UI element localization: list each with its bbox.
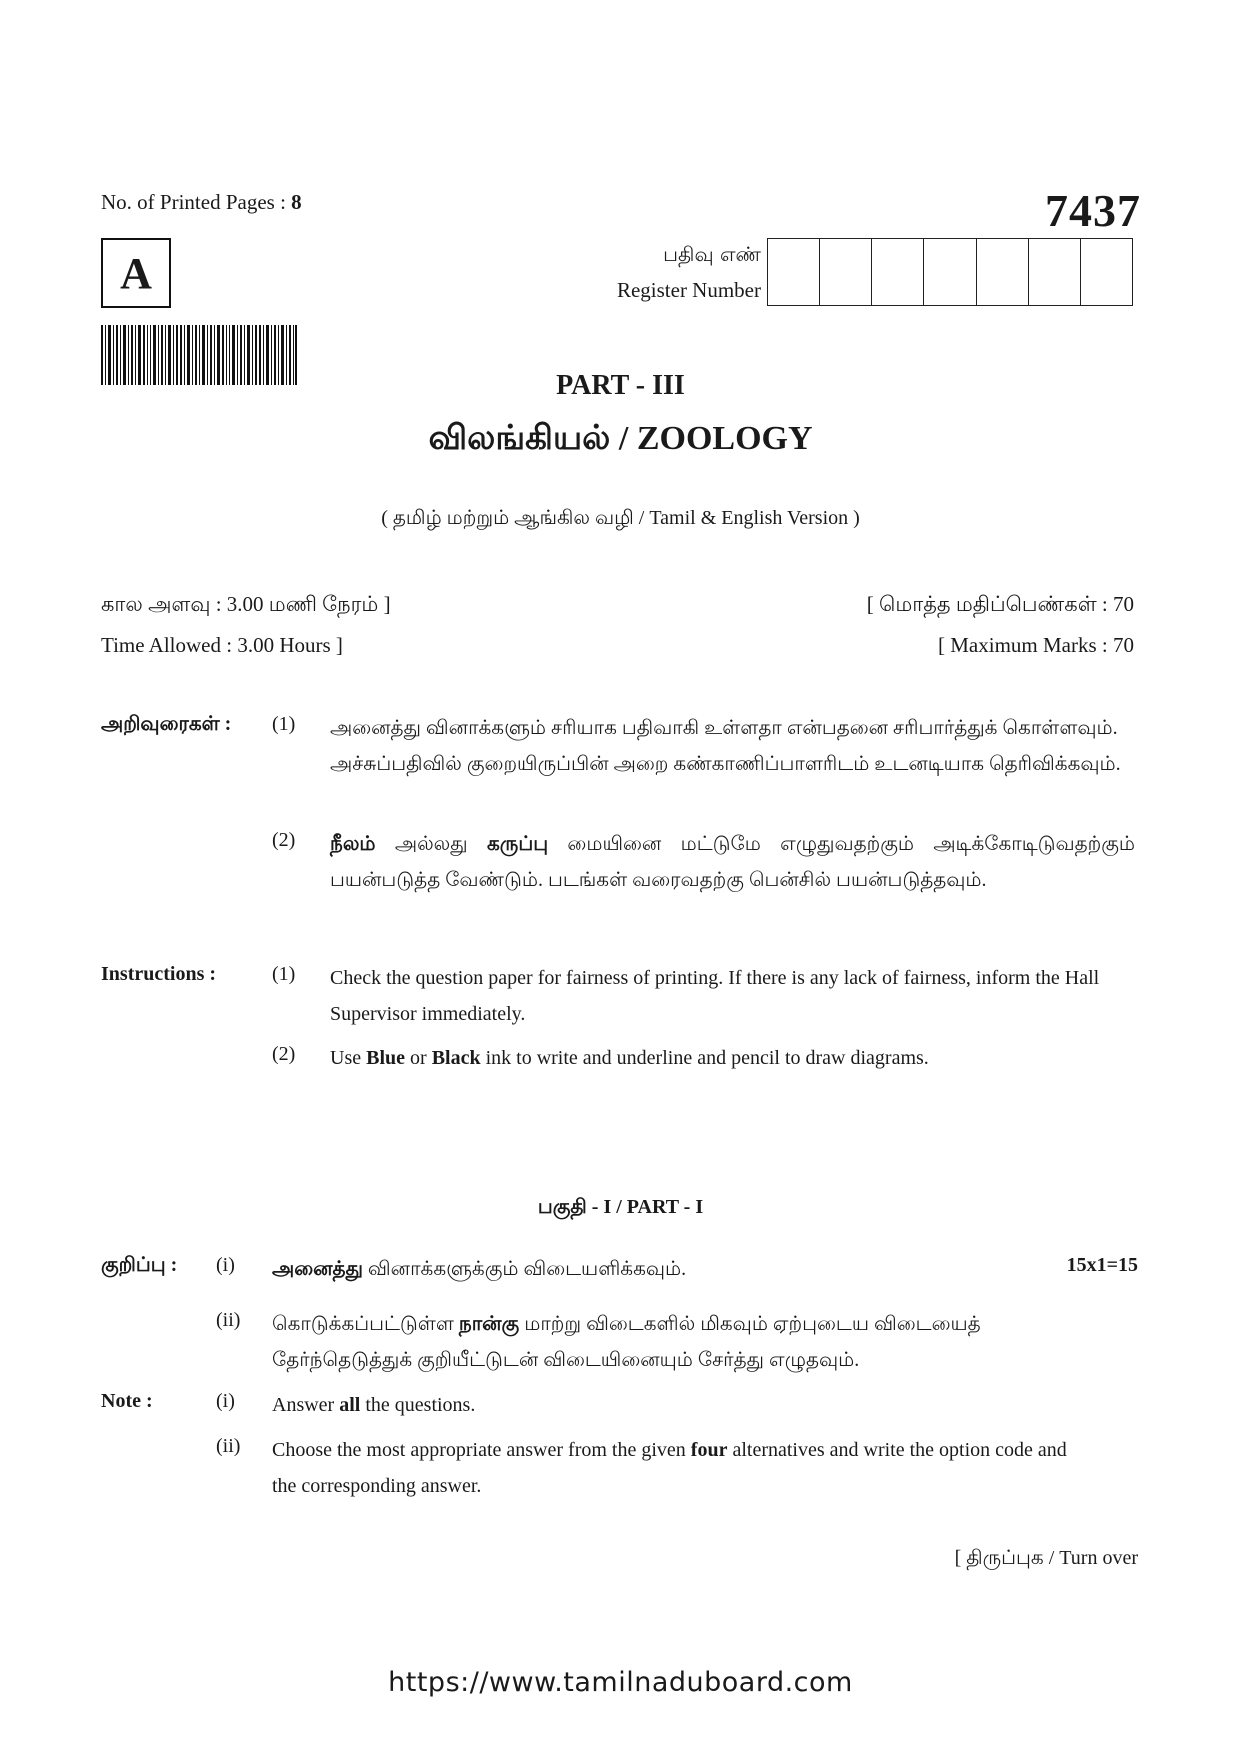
note-text-tamil-1: அனைத்து வினாக்களுக்கும் விடையளிக்கவும். xyxy=(272,1258,687,1280)
note-text-1: Answer all the questions. xyxy=(272,1394,476,1416)
time-allowed-tamil: கால அளவு : 3.00 மணி நேரம் ] xyxy=(101,592,391,616)
instruction-number: (2) xyxy=(272,829,296,851)
note-label-tamil: குறிப்பு : xyxy=(101,1254,178,1276)
register-digit-box[interactable] xyxy=(872,239,924,305)
paper-code-number: 7437 xyxy=(1045,185,1141,236)
series-letter-box: A xyxy=(101,238,171,308)
website-link[interactable]: https://www.tamilnaduboard.com xyxy=(388,1667,853,1698)
register-digit-box[interactable] xyxy=(1081,239,1132,305)
instruction-text-1: Check the question paper for fairness of printing. If there is any lack of fairness, inform the Hall Supervisor immediately. xyxy=(330,967,1100,1025)
instruction-number: (1) xyxy=(272,963,296,985)
maximum-marks-tamil: [ மொத்த மதிப்பெண்கள் : 70 xyxy=(866,592,1134,616)
instruction-number: (2) xyxy=(272,1043,296,1065)
time-allowed: Time Allowed : 3.00 Hours ] xyxy=(101,633,343,657)
instructions-label: Instructions : xyxy=(101,963,217,985)
register-number-label-tamil: பதிவு எண் xyxy=(663,242,761,266)
note-number: (ii) xyxy=(216,1435,241,1457)
note-number: (ii) xyxy=(216,1309,241,1331)
note-label: Note : xyxy=(101,1390,153,1412)
note-number: (i) xyxy=(216,1390,235,1412)
subject-title: விலங்கியல் / ZOOLOGY xyxy=(428,420,813,457)
maximum-marks: [ Maximum Marks : 70 xyxy=(938,633,1134,657)
printed-pages-count: No. of Printed Pages : 8 xyxy=(101,190,302,214)
register-number-label: Register Number xyxy=(616,278,761,302)
register-number-boxes[interactable] xyxy=(767,238,1133,306)
note-text-2: Choose the most appropriate answer from the given four alternatives and write the option code and the corresponding answer. xyxy=(272,1439,1067,1497)
note-text-tamil-2: கொடுக்கப்பட்டுள்ள நான்கு மாற்று விடைகளில் மிகவும் ஏற்புடைய விடையைத் தேர்ந்தெடுத்துக் குறியீட்டுடன் விடையினையும் சேர்த்து எழுதவும். xyxy=(272,1313,981,1371)
register-digit-box[interactable] xyxy=(924,239,976,305)
register-digit-box[interactable] xyxy=(977,239,1029,305)
register-digit-box[interactable] xyxy=(768,239,820,305)
turn-over-note: [ திருப்புக / Turn over xyxy=(954,1547,1138,1569)
part-one-heading: பகுதி - I / PART - I xyxy=(537,1196,704,1218)
part-title: PART - III xyxy=(556,370,685,401)
instruction-text-tamil-2: நீலம் அல்லது கருப்பு மையினை மட்டுமே எழுதுவதற்கும் அடிக்கோடிடுவதற்கும் பயன்படுத்த வேண்டும். படங்கள் வரைவதற்கு பென்சில் பயன்படுத்தவும். xyxy=(330,833,1135,891)
instruction-text-2: Use Blue or Black ink to write and underline and pencil to draw diagrams. xyxy=(330,1047,929,1069)
register-digit-box[interactable] xyxy=(1029,239,1081,305)
note-number: (i) xyxy=(216,1254,235,1276)
instruction-number: (1) xyxy=(272,713,296,735)
version-line: ( தமிழ் மற்றும் ஆங்கில வழி / Tamil & English Version ) xyxy=(381,507,860,529)
instruction-text-tamil-1: அனைத்து வினாக்களும் சரியாக பதிவாகி உள்ளதா என்பதனை சரிபார்த்துக் கொள்ளவும். அச்சுப்பதிவில் குறையிருப்பின் அறை கண்காணிப்பாளரிடம் உடனடியாக தெரிவிக்கவும். xyxy=(330,717,1121,775)
instructions-label-tamil: அறிவுரைகள் : xyxy=(101,713,232,735)
register-digit-box[interactable] xyxy=(820,239,872,305)
section-marks: 15x1=15 xyxy=(1066,1254,1138,1276)
